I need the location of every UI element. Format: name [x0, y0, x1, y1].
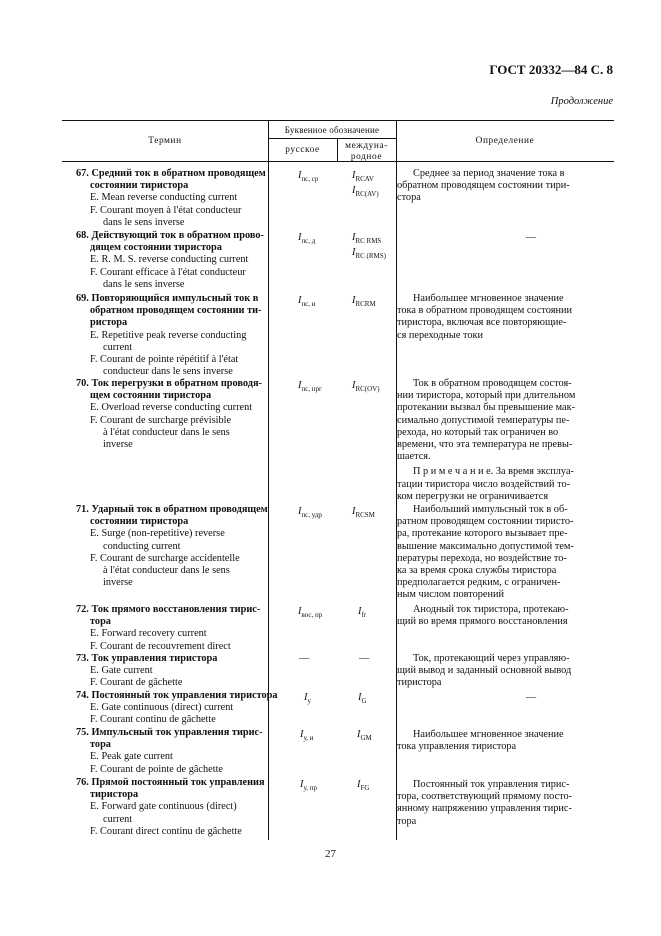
term-ru-line: тора	[90, 616, 111, 628]
definition: Постоянный ток управления тирис- тора, соответствующий прямому посто- янному напряжению управления тирис- тора	[397, 779, 573, 827]
page-number: 27	[325, 848, 336, 860]
symbol-russian: $I_у$	[304, 692, 311, 705]
definition: Ток, протекающий через управляю- щий вывод и заданный основной вывод тиристора	[397, 653, 572, 689]
doc-code: ГОСТ 20332—84 С. 8	[489, 62, 613, 77]
symbol-international: $I_{GM}$	[357, 729, 372, 742]
symbol-russian: $I_{пс, ср}$	[298, 170, 319, 183]
definition: Ток в обратном проводящем состоя- нии тиристора, который при длительном протекании вызвал бы превышение мак- симально допустимой температуры пе- рехода, но который так ограничен во времени, что эта температура не превы- шается. П р и м е ч а н и е. За время эксплуа- тации тиристора число воздействий то- ком перегрузки не ограничивается	[397, 378, 661, 503]
term-fr: à l'état conducteur dans le sens	[103, 426, 230, 438]
term-ru-line: состоянии тиристора	[90, 180, 189, 192]
term-ru-line: дящем состоянии тиристора	[90, 242, 222, 254]
term-en: current	[103, 341, 133, 353]
term-en: E. Gate continuous (direct) current	[90, 702, 234, 714]
term-en: E. Mean reverse conducting current	[90, 192, 238, 204]
term-fr: F. Courant efficace à l'état conducteur	[90, 266, 246, 278]
symbol-international: $I_{RCAV}$ $I_{RC(AV)}$	[352, 170, 379, 199]
term-ru-line: 76. Прямой постоянный ток управления	[76, 777, 265, 788]
term-ru-line: 71. Ударный ток в обратном проводящем	[76, 504, 268, 515]
term-en: E. Overload reverse conducting current	[90, 402, 253, 414]
definition: Наибольший импульсный ток в об- ратном проводящем состоянии тиристо- ра, протекание которого вызывает пре- вышение максимально допустимой тем- пературы перехода, но воздействие то- ка за время срока службы тиристора предполагается редким, с ограничен- ным числом повторений	[397, 504, 574, 601]
symbol-russian: —	[299, 653, 310, 664]
term-fr: F. Courant de surcharge prévisible	[90, 414, 232, 426]
term-en: E. Forward gate continuous (direct)	[90, 801, 237, 813]
term-fr: F. Courant de pointe répétitif à l'état	[90, 354, 239, 366]
term-fr: conducteur dans le sens inverse	[103, 366, 233, 378]
term-ru-line: 68. Действующий ток в обратном прово-	[76, 230, 264, 241]
term-en: E. Repetitive peak reverse conducting	[90, 329, 247, 341]
symbol-russian: $I_{пс, и}$	[298, 295, 316, 308]
term-en: E. Forward recovery current	[90, 628, 207, 640]
definition: —	[525, 692, 537, 703]
symbol-russian: $I_{у, и}$	[300, 729, 314, 742]
term-fr: à l'état conducteur dans le sens	[103, 565, 230, 577]
symbol-international: —	[359, 653, 370, 664]
definition: Наибольшее мгновенное значение тока в обратном проводящем состоянии тиристора, включая все повторяющие- ся переходные токи	[397, 293, 572, 341]
symbol-russian: $I_{пс, прг}$	[298, 380, 322, 393]
term-en: E. Gate current	[90, 665, 153, 677]
term-ru-line: 72. Ток прямого восстановления тирис-	[76, 604, 261, 615]
term-ru-line: щем состоянии тиристора	[90, 390, 212, 402]
term-fr: dans le sens inverse	[103, 278, 185, 290]
symbol-international: $I_{RC(OV)}$	[352, 380, 380, 393]
designation-sub-rule	[268, 138, 396, 139]
symbol-russian: $I_{пс, д}$	[298, 232, 316, 245]
term-ru-line: 74. Постоянный ток управления тиристора	[76, 690, 278, 701]
term-ru-line: 67. Средний ток в обратном проводящем	[76, 168, 266, 179]
term-ru-line: обратном проводящем состоянии ти-	[90, 305, 262, 317]
note: П р и м е ч а н и е. За время эксплуа-	[413, 466, 574, 478]
term-en: E. R. M. S. reverse conducting current	[90, 254, 249, 266]
term-fr: F. Courant direct continu de gâchette	[90, 825, 242, 837]
term-fr: F. Courant continu de gâchette	[90, 714, 216, 726]
symbol-international: $I_{fr}$	[358, 606, 367, 619]
symbol-international: $I_{FG}$	[357, 779, 370, 792]
symbol-international: $I_{RC RMS}$ $I_{RC (RMS)}$	[352, 232, 386, 261]
term-fr: F. Courant de recouvrement direct	[90, 640, 231, 652]
term-fr: F. Courant de pointe de gâchette	[90, 763, 223, 775]
term-fr: inverse	[103, 577, 133, 589]
continuation-label: Продолжение	[550, 96, 613, 107]
term-ru-line: тиристора	[90, 789, 139, 801]
term-fr: dans le sens inverse	[103, 216, 185, 228]
definition: Наибольшее мгновенное значение тока управления тиристора	[397, 729, 564, 753]
col-head-russian: русское	[285, 145, 320, 155]
term-ru-line: 75. Импульсный ток управления тирис-	[76, 727, 263, 738]
col-head-term: Термин	[148, 136, 182, 146]
term-ru-line: ристора	[90, 317, 128, 329]
term-en: current	[103, 813, 133, 825]
term-ru-line: состоянии тиристора	[90, 516, 189, 528]
table-top-rule	[62, 120, 614, 121]
col-head-international-2: родное	[350, 152, 383, 162]
term-fr: F. Courant de gâchette	[90, 677, 183, 689]
symbol-international: $I_{RCSM}$	[352, 506, 375, 519]
term-en: conducting current	[103, 540, 181, 552]
definition: Среднее за период значение тока в обратном проводящем состоянии тири- стора	[397, 168, 570, 204]
term-ru-line: 73. Ток управления тиристора	[76, 653, 218, 664]
col-head-definition: Определение	[475, 136, 535, 146]
term-ru-line: 70. Ток перегрузки в обратном проводя-	[76, 378, 262, 389]
term-en: E. Surge (non-repetitive) reverse	[90, 528, 225, 540]
symbol-international: $I_{RCRM}$	[352, 295, 376, 308]
col-head-international-1: междуна-	[345, 141, 388, 151]
term-fr: F. Courant moyen à l'état conducteur	[90, 204, 242, 216]
symbol-russian: $I_{у, пр}$	[300, 779, 317, 792]
definition: Анодный ток тиристора, протекаю- щий во время прямого восстановления	[397, 604, 569, 628]
term-fr: F. Courant de surcharge accidentelle	[90, 552, 240, 564]
symbol-russian: $I_{вос, пр}$	[298, 606, 323, 619]
term-ru-line: 69. Повторяющийся импульсный ток в	[76, 293, 259, 304]
term-ru-line: тора	[90, 739, 111, 751]
col-head-designation: Буквенное обозначение	[284, 125, 380, 135]
symbol-international: $I_G$	[358, 692, 367, 705]
definition: —	[525, 232, 537, 243]
term-fr: inverse	[103, 439, 133, 451]
term-en: E. Peak gate current	[90, 751, 173, 763]
symbol-russian: $I_{пс, удр}$	[298, 506, 322, 519]
